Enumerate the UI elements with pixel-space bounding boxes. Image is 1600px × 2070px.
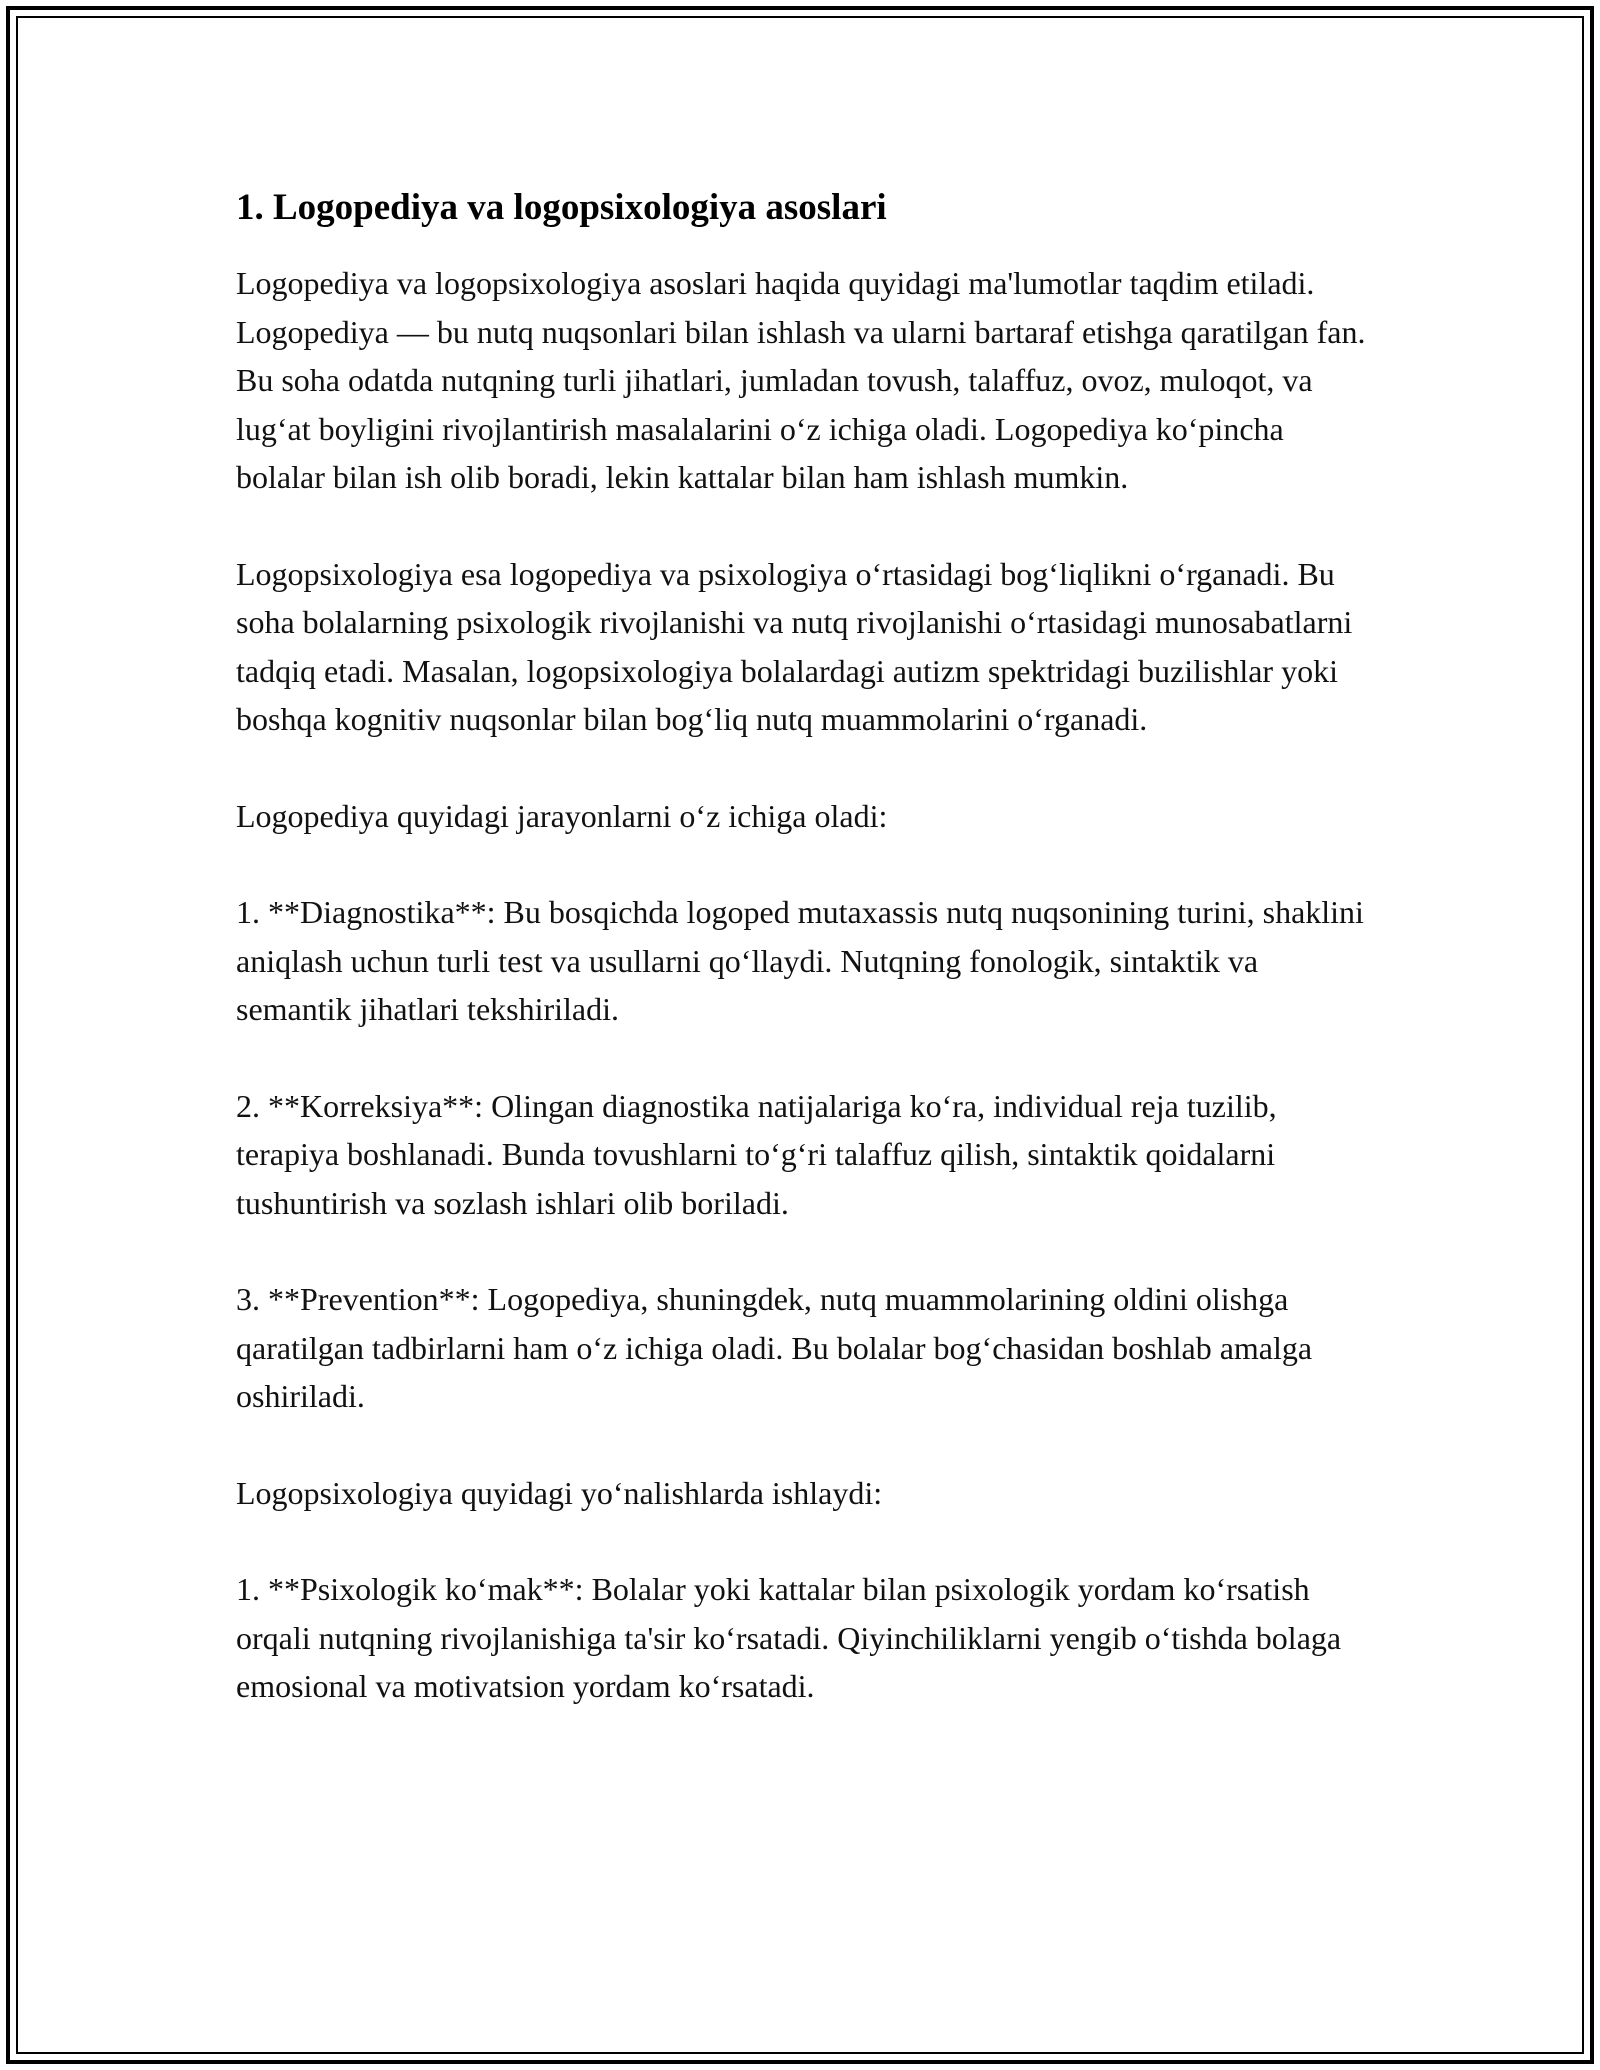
list-item-prevention: 3. **Prevention**: Logopediya, shuningdek, nutq muammolarining oldini olishga qaratilgan tadbirlarni ham o‘z ichiga oladi. Bu bolalar bog‘chasidan boshlab amalga oshiriladi. [236,1281,1313,1414]
paragraph-intro: Logopediya va logopsixologiya asoslari haqida quyidagi ma'lumotlar taqdim etiladi. Logopediya — bu nutq nuqsonlari bilan ishlash va ularni bartaraf etishga qaratilgan fan. Bu soha odatda nutqning turli jihatlari, jumladan tovush, talaffuz, ovoz, muloqot, va lug‘at boyligini rivojlantirish masalalarini o‘z ichiga oladi. Logopediya ko‘pincha bolalar bilan ish olib boradi, lekin kattalar bilan ham ishlash mumkin. [236,265,1366,495]
document-title: 1. Logopediya va logopsixologiya asoslari [236,187,887,228]
document-page [236,185,1366,1759]
paragraph-logopsixologiya-yonalishlar: Logopsixologiya quyidagi yo‘nalishlarda ishlaydi: [236,1474,883,1511]
list-item-diagnostika: 1. **Diagnostika**: Bu bosqichda logoped mutaxassis nutq nuqsonining turini, shaklini aniqlash uchun turli test va usullarni qo‘llaydi. Nutqning fonologik, sintaktik va semantik jihatlari tekshiriladi. [236,894,1364,1027]
paragraph-logopsixologiya: Logopsixologiya esa logopediya va psixologiya o‘rtasidagi bog‘liqlikni o‘rganadi. Bu soha bolalarning psixologik rivojlanishi va nutq rivojlanishi o‘rtasidagi munosabatlarni tadqiq etadi. Masalan, logopsixologiya bolalardagi autizm spektridagi buzilishlar yoki boshqa kognitiv nuqsonlar bilan bog‘liq nutq muammolarini o‘rganadi. [236,555,1353,737]
list-item-korreksiya: 2. **Korreksiya**: Olingan diagnostika natijalariga ko‘ra, individual reja tuzilib, terapiya boshlanadi. Bunda tovushlarni to‘g‘ri talaffuz qilish, sintaktik qoidalarni tushuntirish va sozlash ishlari olib boriladi. [236,1087,1277,1221]
list-item-psixologik-komak: 1. **Psixologik ko‘mak**: Bolalar yoki kattalar bilan psixologik yordam ko‘rsatish orqali nutqning rivojlanishiga ta'sir ko‘rsatadi. Qiyinchiliklarni yengib o‘tishda bolaga emosional va motivatsion yordam ko‘rsatadi. [236,1571,1342,1704]
paragraph-logopediya-jarayonlar: Logopediya quyidagi jarayonlarni o‘z ichiga oladi: [236,797,888,834]
